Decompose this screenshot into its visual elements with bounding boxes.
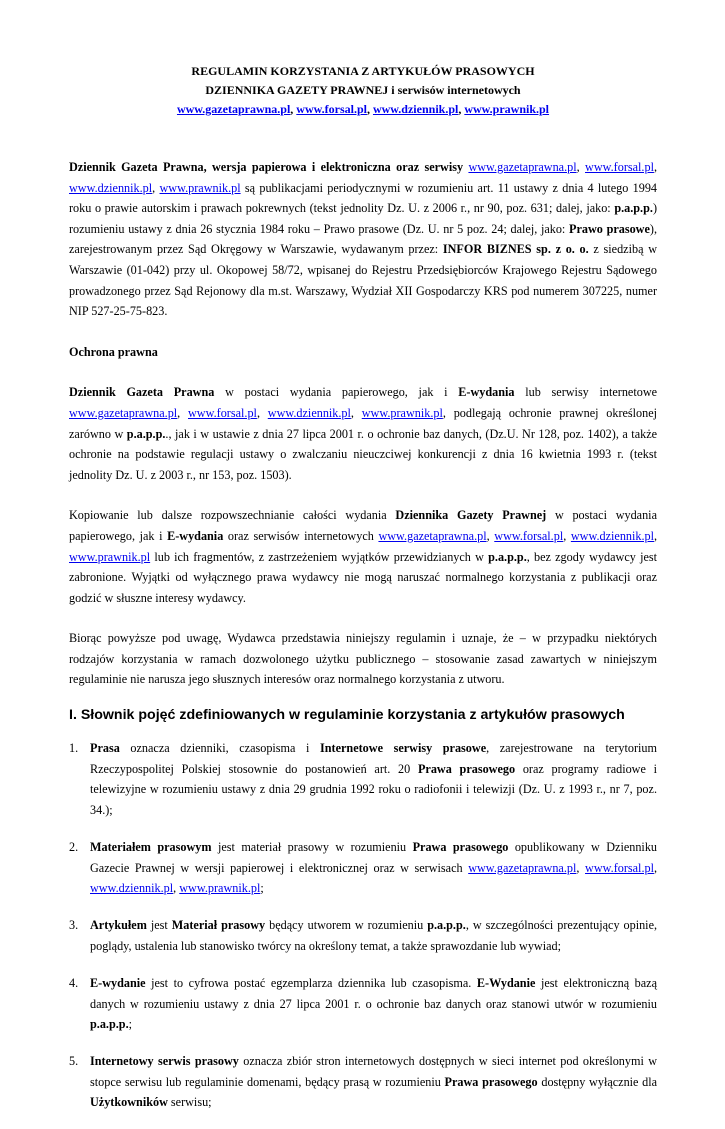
item1-bold-3: Prawa prasowego <box>417 761 516 776</box>
op2-text-3: oraz serwisów internetowych <box>227 528 374 543</box>
definitions-list <box>69 738 657 1113</box>
item5-bold-1: Internetowy serwis prasowy <box>90 1054 239 1069</box>
item4-bold-2: E-Wydanie <box>476 975 536 990</box>
intro-text-2: ) rozumieniu ustawy z dnia 26 stycznia 1984 roku – Prawo prasowe (Dz. U. nr 5 poz. 24; dalej, jako: <box>69 201 657 236</box>
op2-link-dziennik[interactable]: www.dziennik.pl <box>570 528 655 543</box>
link-prawnik[interactable]: www.prawnik.pl <box>464 102 550 116</box>
ochrona-paragraph-1: Dziennik Gazeta Prawna w postaci wydania papierowego, jak i E-wydania lub serwisy internetowe www.gazetaprawna.pl, www.forsal.pl, www.dziennik.pl, www.prawnik.pl, podlegają ochronie prawnej określonej zarówno w p.a.p.p.., jak i w ustawie z dnia 27 lipca 2001 r. o ochronie baz danych, (Dz.U. Nr 128, poz. 1402), a także ochronie na podstawie regulacji ustawy o zwalczaniu nieuczciwej konkurencji z dnia 16 kwietnia 1993 r. (tekst jednolity Dz. U. z 2003 r., nr 153, poz. 1503). <box>69 385 658 482</box>
ochrona-paragraph-3: Biorąc powyższe pod uwagę, Wydawca przedstawia niniejszy regulamin i uznaje, że – w przypadku niektórych rodzajów korzystania w ramach dozwolonego użytku publicznego – stosowanie zasad zawartych w niniejszym regulaminie nie narusza jego słusznych interesów oraz normalnego korzystania z utworu. <box>69 631 657 687</box>
list-item-number: 5. <box>69 1054 79 1069</box>
op1-text-4: ., jak i w ustawie z dnia 27 lipca 2001 r. o ochronie baz danych, (Dz.U. Nr 128, poz. 1402), a także ochronie na podstawie regulacji ustawy o zwalczaniu nieuczciwej konkurencji z dnia 16 kwietnia 1993 r. (tekst jednolity Dz. U. z 2003 r., nr 153, poz. 1503). <box>69 426 658 482</box>
item3-bold-2: Materiał prasowy <box>171 918 266 933</box>
item3-text-3: , w szczególności prezentujący opinie, poglądy, ustalenia lub stanowisko twórcy na określony temat, a także sprawozdanie lub wywiad; <box>90 918 658 953</box>
op1-text-1: w postaci wydania papierowego, jak i <box>225 385 448 400</box>
item1-text-2: , zarejestrowane na terytorium Rzeczypospolitej Polskiej stosownie do postanowień art. 20 <box>90 741 657 776</box>
list-item-number: 4. <box>69 975 79 990</box>
intro-text-3: ), zarejestrowanym przez Sąd Okręgowy w Warszawie, wydawanym przez: <box>69 221 658 257</box>
intro-text-4: z siedzibą w Warszawie (01-042) przy ul. Okopowej 58/72, wpisanej do Rejestru Przedsiębiorców Krajowego Rejestru Sądowego prowadzonego przez Sąd Rejonowy dla m.st. Warszawy, Wydział XII Gospodarczy KRS pod numerem 307225, numer NIP 527-25-75-823. <box>69 242 657 319</box>
ochrona-paragraph-2: Kopiowanie lub dalsze rozpowszechnianie całości wydania Dziennika Gazety Prawnej w postaci wydania papierowego, jak i E-wydania oraz serwisów internetowych www.gazetaprawna.pl, www.forsal.pl, www.dziennik.pl, www.prawnik.pl lub ich fragmentów, z zastrzeżeniem wyjątków przewidzianych w p.a.p.p., bez zgody wydawcy jest zabronione. Wyjątki od wyłącznego prawa wydawcy nie mogą naruszać normalnego korzystania z publikacji oraz godzić w słuszne interesy wydawcy. <box>69 508 658 605</box>
item3-bold-3: p.a.p.p. <box>427 918 466 933</box>
intro-link-forsal[interactable]: www.forsal.pl <box>585 160 654 174</box>
item5-text-2: dostępny wyłącznie dla <box>541 1074 658 1089</box>
op2-link-gazetaprawna[interactable]: www.gazetaprawna.pl <box>378 528 487 543</box>
title-line-1: REGULAMIN KORZYSTANIA Z ARTYKUŁÓW PRASOWYCH <box>191 64 535 78</box>
op2-text-4: lub ich fragmentów, z zastrzeżeniem wyjątków przewidzianych w <box>154 549 484 564</box>
intro-link-gazetaprawna[interactable]: www.gazetaprawna.pl <box>468 160 577 174</box>
title-links: www.gazetaprawna.pl, www.forsal.pl, www.dziennik.pl, www.prawnik.pl <box>176 102 550 116</box>
list-item: 2. Materiałem prasowym jest materiał prasowy w rozumieniu Prawa prasowego opublikowany w Dzienniku Gazecie Prawnej w wersji papierowej i elektronicznej oraz w serwisach www.gazetaprawna.pl, www.forsal.pl, www.dziennik.pl, www.prawnik.pl; <box>69 837 657 899</box>
item2-link-forsal[interactable]: www.forsal.pl <box>585 860 654 875</box>
item2-text-2: opublikowany w Dzienniku Gazecie Prawnej w wersji papierowej i elektronicznej oraz w serwisach <box>90 839 658 875</box>
item4-text-3: ; <box>128 1017 133 1032</box>
op2-text-2: w postaci wydania papierowego, jak i <box>69 508 657 543</box>
intro-bold-3: Prawo prasowe <box>569 221 650 236</box>
list-item-number: 2. <box>69 839 79 854</box>
item2-text-3: ; <box>260 881 264 896</box>
item1-bold-2: Internetowe serwisy prasowe <box>320 741 487 756</box>
item2-text-1: jest materiał prasowy w rozumieniu <box>217 839 407 854</box>
intro-bold-2: p.a.p.p. <box>614 201 653 216</box>
intro-link-dziennik[interactable]: www.dziennik.pl <box>69 180 153 195</box>
op1-bold-2: E-wydania <box>458 385 515 400</box>
intro-link-prawnik[interactable]: www.prawnik.pl <box>159 180 241 195</box>
item5-text-3: serwisu; <box>170 1095 212 1110</box>
item2-bold-2: Prawa prasowego <box>412 839 509 854</box>
heading-ochrona-prawna: Ochrona prawna <box>69 344 158 359</box>
item4-bold-3: p.a.p.p. <box>90 1017 129 1032</box>
list-item <box>69 738 657 820</box>
section-1-heading: I. Słownik pojęć zdefiniowanych w regulaminie korzystania z artykułów prasowych <box>69 707 625 724</box>
op2-bold-2: E-wydania <box>167 528 224 543</box>
list-item-number: 3. <box>69 918 79 933</box>
item4-text-1: jest to cyfrowa postać egzemplarza dziennika lub czasopisma. <box>151 975 472 990</box>
list-item-number: 1. <box>69 741 79 756</box>
op2-text-5: , bez zgody wydawcy jest zabronione. Wyjątki od wyłącznego prawa wydawcy nie mogą naruszać normalnego korzystania z publikacji oraz godzić w słuszne interesy wydawcy. <box>69 549 657 605</box>
title-line-2: DZIENNIKA GAZETY PRAWNEJ i serwisów internetowych <box>205 83 521 97</box>
op1-link-prawnik[interactable]: www.prawnik.pl <box>361 405 443 420</box>
intro-text-1: są publikacjami periodycznymi w rozumieniu art. 11 ustawy z dnia 4 lutego 1994 roku o prawie autorskim i prawach pokrewnych (tekst jednolity Dz. U. z 2006 r., nr 90, poz. 631; dalej, jako: <box>69 180 658 216</box>
op2-link-forsal[interactable]: www.forsal.pl <box>494 528 564 543</box>
op1-bold-1: Dziennik Gazeta Prawna <box>69 385 215 400</box>
item2-link-dziennik[interactable]: www.dziennik.pl <box>90 881 174 896</box>
link-gazetaprawna[interactable]: www.gazetaprawna.pl <box>176 102 291 116</box>
op1-text-3: , podlegają ochronie prawnej określonej zarówno w <box>69 405 658 441</box>
list-item <box>69 915 657 956</box>
item1-bold-1: Prasa <box>90 741 120 756</box>
item3-text-2: będący utworem w rozumieniu <box>269 918 424 933</box>
list-item <box>69 973 657 1035</box>
op2-link-prawnik[interactable]: www.prawnik.pl <box>69 549 151 564</box>
op1-bold-3: p.a.p.p. <box>126 426 166 441</box>
op1-text-2: lub serwisy internetowe <box>525 385 658 400</box>
op1-link-dziennik[interactable]: www.dziennik.pl <box>267 405 351 420</box>
item3-text-1: jest <box>150 918 168 933</box>
item2-bold-1: Materiałem prasowym <box>90 839 212 854</box>
item2-link-prawnik[interactable]: www.prawnik.pl <box>179 881 261 896</box>
link-forsal[interactable]: www.forsal.pl <box>296 102 367 116</box>
intro-bold-4: INFOR BIZNES sp. z o. o. <box>442 242 589 257</box>
intro-bold-1: Dziennik Gazeta Prawna, wersja papierowa i elektroniczna oraz serwisy <box>69 160 464 174</box>
document-title <box>69 62 657 119</box>
item2-link-gazetaprawna[interactable]: www.gazetaprawna.pl <box>468 860 577 875</box>
op1-link-forsal[interactable]: www.forsal.pl <box>188 405 257 420</box>
item4-text-2: jest elektroniczną bazą danych w rozumieniu ustawy z dnia 27 lipca 2001 r. o ochronie baz danych oraz stanowi utwór w rozumieniu <box>90 975 658 1011</box>
item5-text-1: oznacza zbiór stron internetowych dostępnych w sieci internet pod określonymi w stopce serwisu lub regulaminie domenami, będący prasą w rozumieniu <box>90 1054 658 1089</box>
op2-text-1: Kopiowanie lub dalsze rozpowszechnianie całości wydania <box>69 508 387 523</box>
op1-link-gazetaprawna[interactable]: www.gazetaprawna.pl <box>69 405 178 420</box>
intro-paragraph: Dziennik Gazeta Prawna, wersja papierowa i elektroniczna oraz serwisy www.gazetaprawna.pl, www.forsal.pl, www.dziennik.pl, www.prawnik.pl są publikacjami periodycznymi w rozumieniu art. 11 ustawy z dnia 4 lutego 1994 roku o prawie autorskim i prawach pokrewnych (tekst jednolity Dz. U. z 2006 r., nr 90, poz. 631; dalej, jako: p.a.p.p.) rozumieniu ustawy z dnia 26 stycznia 1984 roku – Prawo prasowe (Dz. U. nr 5 poz. 24; dalej, jako: Prawo prasowe), zarejestrowanym przez Sąd Okręgowy w Warszawie, wydawanym przez: INFOR BIZNES sp. z o. o. z siedzibą w Warszawie (01-042) przy ul. Okopowej 58/72, wpisanej do Rejestru Przedsiębiorców Krajowego Rejestru Sądowego prowadzonego przez Sąd Rejonowy dla m.st. Warszawy, Wydział XII Gospodarczy KRS pod numerem 307225, numer NIP 527-25-75-823. <box>69 160 658 319</box>
item1-text-3: oraz programy radiowe i telewizyjne w rozumieniu ustawy z dnia 29 grudnia 1992 roku o radiofonii i telewizji (Dz. U. z 1993 r., nr 7, poz. 34.); <box>90 761 658 817</box>
item1-text-1: oznacza dzienniki, czasopisma i <box>130 741 310 756</box>
item3-bold-1: Artykułem <box>90 918 147 933</box>
op2-bold-1: Dziennika Gazety Prawnej <box>395 508 547 523</box>
op2-bold-3: p.a.p.p. <box>488 549 527 564</box>
item4-bold-1: E-wydanie <box>90 975 146 990</box>
link-dziennik[interactable]: www.dziennik.pl <box>372 102 459 116</box>
document-page <box>69 62 657 1129</box>
item5-bold-3: Użytkowników <box>90 1095 168 1110</box>
list-item <box>69 1051 657 1113</box>
item5-bold-2: Prawa prasowego <box>444 1074 538 1089</box>
